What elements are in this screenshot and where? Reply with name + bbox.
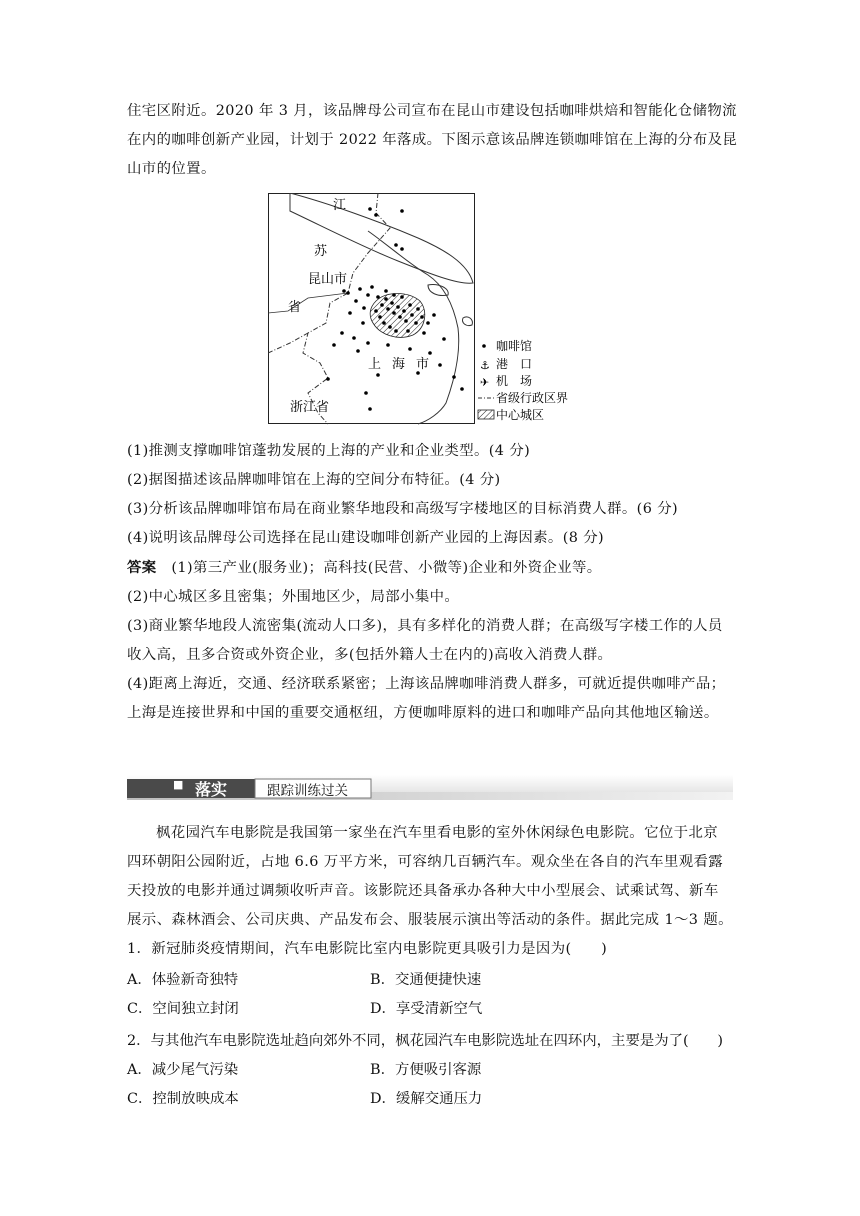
dot-icon — [482, 344, 486, 348]
option-b: B．交通便捷快速 — [370, 972, 482, 988]
section-bullet-icon: ■ — [173, 778, 184, 791]
answer-line: 上海是连接世界和中国的重要交通枢纽，方便咖啡原料的进口和咖啡产品向其他地区输送。 — [127, 705, 719, 721]
answer-line: 收入高，且多合资或外资企业，多(包括外籍人士在内的)高收入消费人群。 — [127, 647, 613, 663]
legend-label: 港 口 — [496, 357, 533, 371]
intro-line: 住宅区附近。2020 年 3 月，该品牌母公司宣布在昆山市建设包括咖啡烘焙和智能化仓储物流 — [127, 103, 737, 119]
airplane-icon: ✈ — [480, 376, 490, 389]
question-item: (2)据图描述该品牌咖啡馆在上海的空间分布特征。(4 分) — [127, 472, 501, 488]
passage-line: 天投放的电影并通过调频收听声音。该影院还具备承办各种大中小型展会、试乘试驾、新车 — [127, 883, 719, 899]
intro-line: 山市的位置。 — [127, 161, 216, 177]
legend-label: 咖啡馆 — [496, 339, 533, 353]
answer-label: 答案 — [127, 559, 157, 576]
map-svg — [268, 193, 598, 425]
answer-line: (2)中心城区多且密集；外围地区少，局部小集中。 — [127, 589, 460, 605]
question-stem: 2．与其他汽车电影院选址趋向郊外不同，枫花园汽车电影院选址在四环内，主要是为了( ) — [127, 1033, 724, 1049]
map-label-su: 苏 — [314, 244, 328, 259]
anchor-icon: ⚓ — [480, 359, 490, 372]
question-block — [127, 1027, 737, 1056]
map-label-jiang: 江 — [333, 198, 347, 213]
section-title: 落实 — [195, 780, 228, 799]
map-label-shanghai: 上 — [368, 357, 382, 372]
answer-text: (1)第三产业(服务业)；高科技(民营、小微等)企业和外资企业等。 — [156, 560, 602, 576]
passage-paragraph — [127, 819, 737, 964]
option-b: B．方便吸引客源 — [370, 1062, 482, 1078]
map-label-kunshan: 昆山市 — [308, 272, 348, 287]
passage-line: 四环朝阳公园附近，占地 6.6 万平方米，可容纳几百辆汽车。观众坐在各自的汽车里观看露 — [127, 854, 724, 870]
map-legend — [478, 338, 568, 422]
legend-label: 中心城区 — [496, 408, 545, 422]
answer-line: (3)商业繁华地段人流密集(流动人口多)，具有多样化的消费人群；在高级写字楼工作的人员 — [127, 618, 723, 634]
option-d: D．享受清新空气 — [370, 1001, 483, 1017]
passage-line: 展示、森林酒会、公司庆典、产品发布会、服装展示演出等活动的条件。据此完成 1～3 题。 — [127, 912, 733, 928]
option-a: A．体验新奇独特 — [127, 972, 239, 988]
answer-first-line — [127, 553, 737, 583]
question-item: (3)分析该品牌咖啡馆布局在商业繁华地段和高级写字楼地区的目标消费人群。(6 分) — [127, 501, 679, 517]
option-d: D．缓解交通压力 — [370, 1091, 483, 1107]
section-subtitle: 跟踪训练过关 — [267, 783, 348, 799]
question-stem: 1．新冠肺炎疫情期间，汽车电影院比室内电影院更具吸引力是因为( ) — [127, 941, 608, 957]
option-c: C．控制放映成本 — [127, 1091, 239, 1107]
map-label-zhejiang: 浙江省 — [290, 400, 330, 415]
legend-label: 机 场 — [496, 374, 533, 388]
section-title-tab — [127, 779, 255, 798]
intro-paragraph — [127, 97, 737, 184]
section-header — [127, 775, 733, 801]
legend-label: 省级行政区界 — [496, 391, 569, 405]
hatch-icon — [478, 410, 494, 419]
option-c: C．空间独立封闭 — [127, 1001, 239, 1017]
map-label-shanghai: 市 — [416, 357, 430, 372]
answer-line: (4)距离上海近，交通、经济联系紧密；上海该品牌咖啡消费人群多，可就近提供咖啡产品； — [127, 676, 726, 692]
passage-line: 枫花园汽车电影院是我国第一家坐在汽车里看电影的室外休闲绿色电影院。它位于北京 — [156, 825, 719, 841]
intro-line: 在内的咖啡创新产业园，计划于 2022 年落成。下图示意该品牌连锁咖啡馆在上海的分布及昆 — [127, 132, 738, 148]
map-label-sheng: 省 — [288, 300, 302, 315]
questions-block — [127, 437, 737, 728]
map-label-shanghai: 海 — [392, 357, 406, 372]
option-a: A．减少尾气污染 — [127, 1062, 239, 1078]
shanghai-coffee-map — [268, 193, 598, 425]
question-item: (1)推测支撑咖啡馆蓬勃发展的上海的产业和企业类型。(4 分) — [127, 443, 531, 459]
question-item: (4)说明该品牌母公司选择在昆山建设咖啡创新产业园的上海因素。(8 分) — [127, 530, 605, 546]
